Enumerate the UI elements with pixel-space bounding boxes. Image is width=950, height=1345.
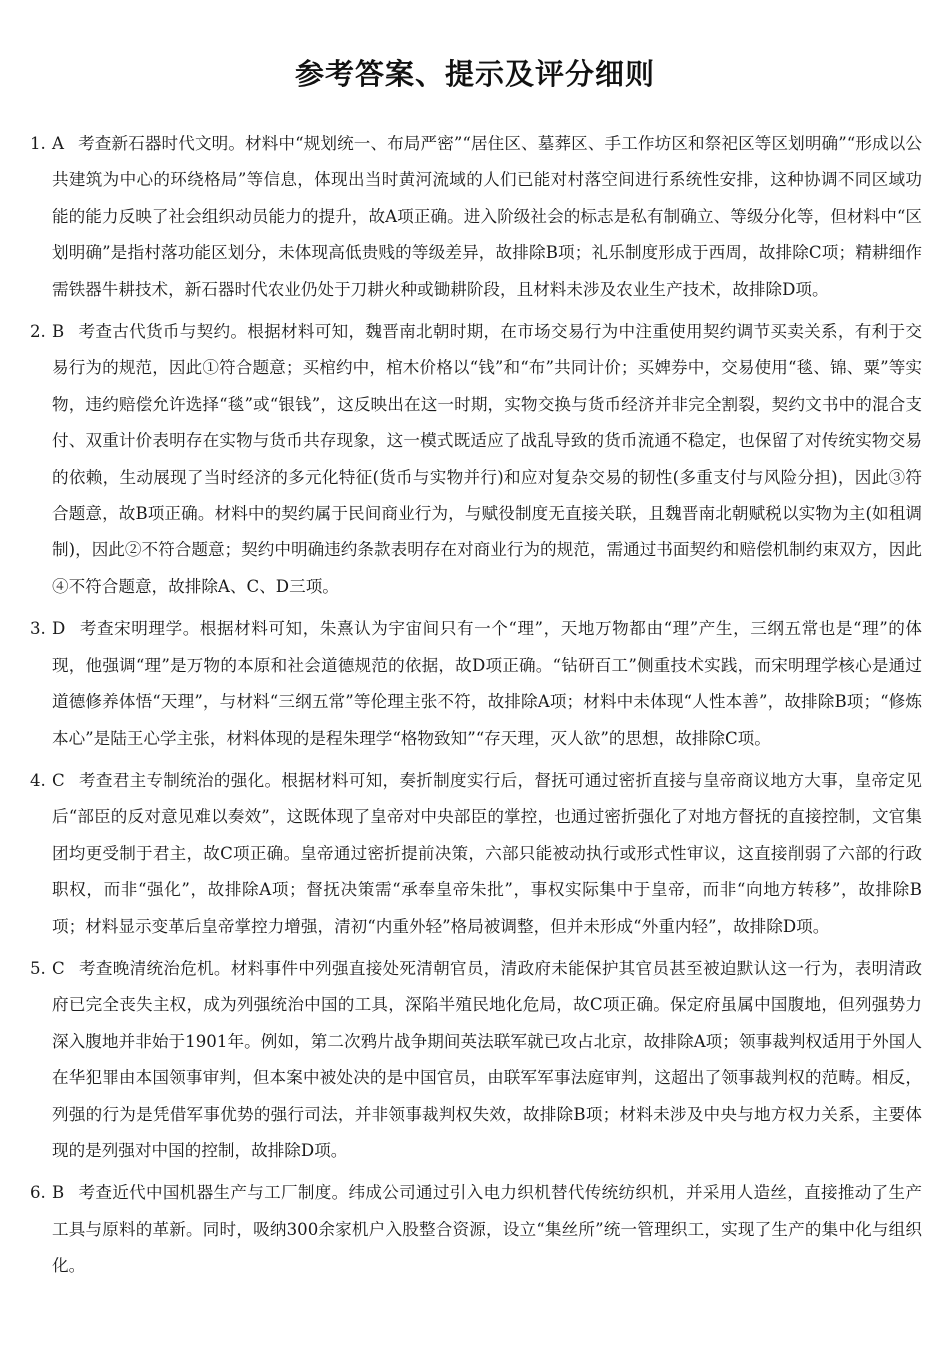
item-explanation: 考查近代中国机器生产与工厂制度。纬成公司通过引入电力织机替代传统纺织机，并采用人造丝，直接推动了生产工具与原料的革新。同时，吸纳300余家机户入股整合资源，设立“集丝所”统一管理织工，实现了生产的集中化与组织化。 — [52, 1183, 922, 1276]
answer-item-2 — [30, 314, 922, 605]
item-number: 1. — [30, 134, 46, 153]
item-explanation: 考查君主专制统治的强化。根据材料可知，奏折制度实行后，督抚可通过密折直接与皇帝商议地方大事，皇帝定见后“部臣的反对意见难以奏效”，这既体现了皇帝对中央部臣的掌控，也通过密折强化了对地方督抚的直接控制，文官集团均更受制于君主，故C项正确。皇帝通过密折提前决策，六部只能被动执行或形式性审议，这直接削弱了六部的行政职权，而非“强化”，故排除A项；督抚决策需“承奉皇帝朱批”，事权实际集中于皇帝，而非“向地方转移”，故排除B项；材料显示变革后皇帝掌控力增强，清初“内重外轻”格局被调整，但并未形成“外重内轻”，故排除D项。 — [52, 770, 922, 936]
item-answer: A — [52, 134, 64, 153]
item-number: 5. — [30, 958, 46, 978]
item-answer: B — [52, 322, 65, 342]
item-answer: C — [52, 958, 65, 978]
answer-item-5 — [30, 951, 922, 1169]
answer-item-4 — [30, 763, 922, 945]
item-answer: B — [52, 1183, 65, 1203]
page-title: 参考答案、提示及评分细则 — [294, 57, 655, 91]
item-explanation: 考查宋明理学。根据材料可知，朱熹认为宇宙间只有一个“理”，天地万物都由“理”产生，三纲五常也是“理”的体现，他强调“理”是万物的本原和社会道德规范的依据，故D项正确。“钻研百工”侧重技术实践，而宋明理学核心是通过道德修养体悟“天理”，与材料“三纲五常”等伦理主张不符，故排除A项；材料中未体现“人性本善”，故排除B项；“修炼本心”是陆王心学主张，材料体现的是程朱理学“格物致知”“存天理，灭人欲”的思想，故排除C项。 — [52, 619, 922, 748]
item-explanation: 考查新石器时代文明。材料中“规划统一、布局严密”“居住区、墓葬区、手工作坊区和祭祀区等区划明确”“形成以公共建筑为中心的环绕格局”等信息，体现出当时黄河流域的人们已能对村落空间进行系统性安排，这种协调不同区域功能的能力反映了社会组织动员能力的提升，故A项正确。进入阶级社会的标志是私有制确立、等级分化等，但材料中“区划明确”是指村落功能区划分，未体现高低贵贱的等级差异，故排除B项；礼乐制度形成于西周，故排除C项；精耕细作需铁器牛耕技术，新石器时代农业仍处于刀耕火种或锄耕阶段，且材料未涉及农业生产技术，故排除D项。 — [52, 134, 922, 299]
item-number: 2. — [30, 322, 46, 342]
page-bottom-blank — [0, 1290, 950, 1345]
item-answer: D — [52, 619, 66, 639]
item-answer: C — [52, 770, 65, 790]
answer-list — [30, 126, 922, 1290]
item-number: 4. — [30, 770, 46, 790]
item-number: 3. — [30, 619, 46, 639]
answer-item-1 — [30, 126, 922, 308]
item-explanation: 考查晚清统治危机。材料事件中列强直接处死清朝官员，清政府未能保护其官员甚至被迫默认这一行为，表明清政府已完全丧失主权，成为列强统治中国的工具，深陷半殖民地化危局，故C项正确。保定府虽属中国腹地，但列强势力深入腹地并非始于1901年。例如，第二次鸦片战争期间英法联军就已攻占北京，故排除A项；领事裁判权适用于外国人在华犯罪由本国领事审判，但本案中被处决的是中国官员，由联军军事法庭审判，这超出了领事裁判权的范畴。相反，列强的行为是凭借军事优势的强行司法，并非领事裁判权失效，故排除B项；材料未涉及中央与地方权力关系，主要体现的是列强对中国的控制，故排除D项。 — [52, 958, 922, 1160]
item-number: 6. — [30, 1183, 46, 1203]
answer-item-6 — [30, 1175, 922, 1284]
item-explanation: 考查古代货币与契约。根据材料可知，魏晋南北朝时期，在市场交易行为中注重使用契约调节买卖关系，有利于交易行为的规范，因此①符合题意；买棺约中，棺木价格以“钱”和“布”共同计价；买婢券中，交易使用“毯、锦、粟”等实物，违约赔偿允许选择“毯”或“银钱”，这反映出在这一时期，实物交换与货币经济并非完全割裂，契约文书中的混合支付、双重计价表明存在实物与货币共存现象，这一模式既适应了战乱导致的货币流通不稳定，也保留了对传统实物交易的依赖，生动展现了当时经济的多元化特征(货币与实物并行)和应对复杂交易的韧性(多重支付与风险分担)，因此③符合题意，故B项正确。材料中的契约属于民间商业行为，与赋役制度无直接关联，且魏晋南北朝赋税以实物为主(如租调制)，因此②不符合题意；契约中明确违约条款表明存在对商业行为的规范，需通过书面契约和赔偿机制约束双方，因此④不符合题意，故排除A、C、D三项。 — [52, 322, 922, 596]
answer-item-3 — [30, 611, 922, 757]
